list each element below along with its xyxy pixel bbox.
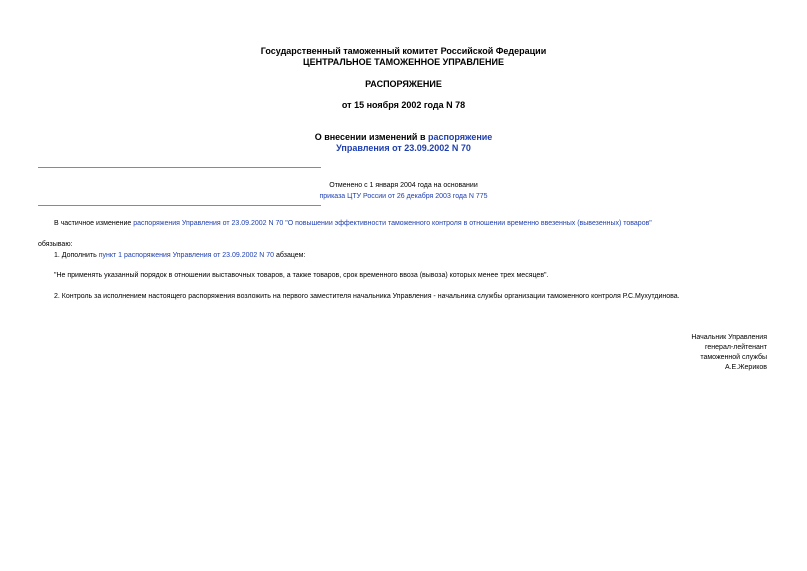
- item-1-prefix: 1. Дополнить: [54, 252, 99, 259]
- divider-bottom: [38, 205, 321, 206]
- signer-rank: генерал-лейтенант: [705, 344, 767, 351]
- intro-order-link[interactable]: распоряжения Управления от 23.09.2002 N 70 "О повышении эффективности таможенного контроля в отношении временно ввезенных (вывезенных) товаров": [133, 220, 652, 227]
- issuer-department: ЦЕНТРАЛЬНОЕ ТАМОЖЕННОЕ УПРАВЛЕНИЕ: [303, 57, 504, 67]
- document-subject-line2: [0, 143, 807, 154]
- item-1-suffix: абзацем:: [274, 252, 306, 259]
- obligation-word: обязываю:: [38, 241, 73, 248]
- cancellation-order-link[interactable]: приказа ЦТУ России от 26 декабря 2003 года N 775: [319, 193, 488, 200]
- divider-top: [38, 167, 321, 168]
- signer-name: А.Е.Жериков: [724, 364, 767, 371]
- subject-prefix: О внесении изменений в: [314, 132, 428, 142]
- item-1: [54, 251, 305, 260]
- signature-block: [691, 333, 767, 373]
- signer-service: таможенной службы: [700, 354, 767, 361]
- item-1-link[interactable]: пункт 1 распоряжения Управления от 23.09.2002 N 70: [98, 252, 275, 259]
- document-subject: [0, 132, 807, 143]
- signer-position: Начальник Управления: [691, 334, 767, 341]
- item-1-quote: "Не применять указанный порядок в отношении выставочных товаров, а также товаров, срок временного ввоза (вывоза) которых менее трех месяцев".: [54, 272, 549, 279]
- subject-link-order-details[interactable]: Управления от 23.09.2002 N 70: [336, 143, 471, 153]
- intro-prefix: В частичное изменение: [54, 220, 134, 227]
- cancellation-basis: [0, 191, 807, 202]
- subject-link-order[interactable]: распоряжение: [427, 132, 493, 142]
- intro-paragraph: [54, 219, 652, 228]
- issuer-name: Государственный таможенный комитет Российской Федерации: [260, 46, 547, 56]
- document-type: РАСПОРЯЖЕНИЕ: [365, 79, 442, 89]
- document-date: от 15 ноября 2002 года N 78: [341, 100, 466, 110]
- item-2: 2. Контроль за исполнением настоящего распоряжения возложить на первого заместителя начальника Управления - начальника службы организации таможенного контроля Р.С.Мухутдинова.: [54, 293, 680, 300]
- cancellation-notice: Отменено с 1 января 2004 года на основании: [329, 182, 478, 189]
